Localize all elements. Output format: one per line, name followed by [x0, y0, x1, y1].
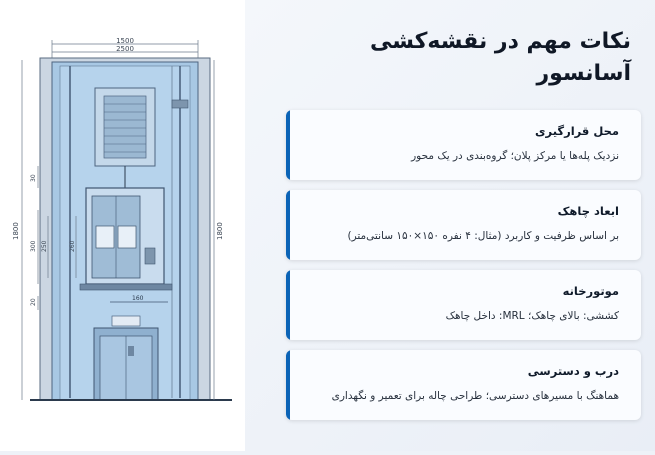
page-title	[271, 26, 631, 90]
dim-left-total: 1800	[12, 222, 20, 240]
card-door-access-title: درب و دسترسی	[527, 364, 619, 378]
page-title-line-2: آسانسور	[536, 60, 631, 86]
dim-30: 30	[30, 174, 37, 182]
card-shaft-dimensions	[286, 190, 641, 260]
dim-300: 300	[30, 240, 37, 252]
card-placement-title: محل قرارگیری	[535, 124, 619, 138]
dim-top-2: 2500	[116, 45, 134, 53]
dim-20: 20	[30, 298, 37, 306]
card-placement-body: نزدیک پله‌ها یا مرکز پلان؛ گروه‌بندی در یک محور	[411, 150, 619, 162]
dim-top-1: 1500	[116, 37, 134, 45]
card-placement	[286, 110, 641, 180]
elevator-drawing-panel	[0, 0, 245, 451]
page-title-line-1: نکات مهم در نقشه‌کشی	[369, 29, 631, 54]
dim-right-total: 1800	[216, 222, 224, 240]
card-machine-room-title: موتورخانه	[562, 284, 619, 298]
card-machine-room	[286, 270, 641, 340]
dim-160: 160	[132, 295, 144, 302]
dim-260: 260	[69, 240, 76, 252]
elevator-shaft-drawing	[0, 0, 245, 451]
card-shaft-dimensions-title: ابعاد چاهک	[557, 204, 619, 218]
card-door-access-body: هماهنگ با مسیرهای دسترسی؛ طراحی چاله برای تعمیر و نگهداری	[331, 390, 619, 402]
card-door-access	[286, 350, 641, 420]
dim-250: 250	[41, 240, 48, 252]
card-machine-room-body: کششی: بالای چاهک؛ MRL: داخل چاهک	[445, 310, 619, 322]
card-shaft-dimensions-body: بر اساس ظرفیت و کاربرد (مثال: ۴ نفره ۱۵۰×۱۵۰ سانتی‌متر)	[347, 230, 619, 242]
